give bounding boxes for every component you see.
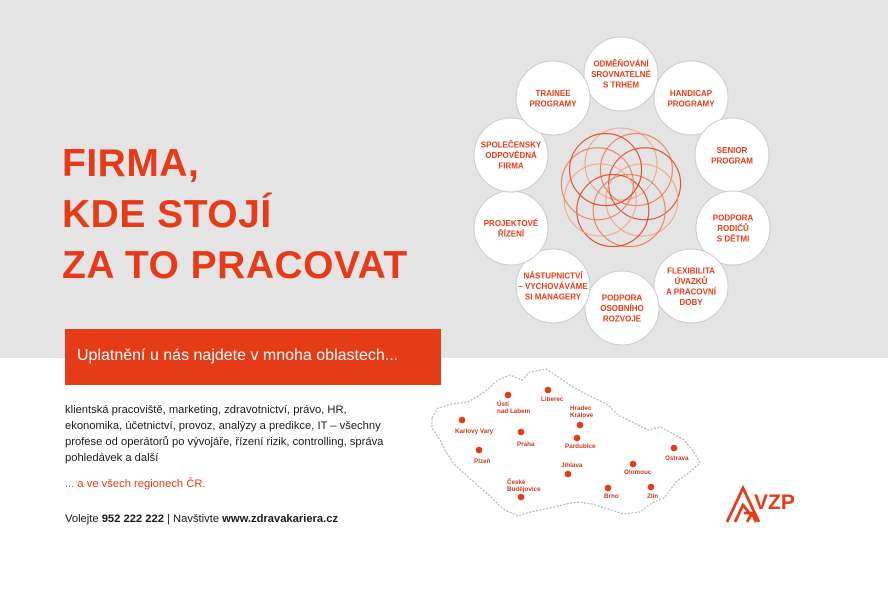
benefit-bubble-circle xyxy=(654,249,728,323)
benefit-label: ODMĚŇOVÁNÍ xyxy=(593,59,649,69)
city-label: Hradec xyxy=(570,405,592,412)
benefit-bubble xyxy=(584,37,658,111)
benefit-label: PODPORA xyxy=(712,213,754,223)
benefit-label: OSOBNÍHO xyxy=(600,304,644,313)
center-rings xyxy=(561,128,680,247)
city-label: Brno xyxy=(604,493,619,500)
benefit-label: PROGRAM xyxy=(711,156,753,166)
benefit-label: HANDICAP xyxy=(669,88,713,98)
contact-separator: | Navštivte xyxy=(163,513,223,525)
benefit-label: SENIOR xyxy=(716,145,748,155)
city-label: Budějovice xyxy=(507,486,541,493)
city-dot xyxy=(648,484,655,491)
benefit-label: NÁSTUPNICTVÍ xyxy=(523,271,583,281)
contact-website-link[interactable]: www.zdravakariera.cz xyxy=(222,513,339,525)
benefit-bubble xyxy=(474,191,548,265)
benefit-label: S TRHEM xyxy=(603,80,639,90)
benefit-label: TRAINEE xyxy=(535,88,571,98)
city-label: Jihlava xyxy=(561,462,583,469)
benefit-label: ROZVOJE xyxy=(602,314,642,324)
benefit-label: A PRACOVNÍ xyxy=(666,287,716,297)
city-label: Ústí xyxy=(497,401,509,408)
job-areas-line-3: profese od operátorů po vývojáře, řízení rizik, controlling, správa xyxy=(65,436,384,448)
contact-call-prefix: Volejte xyxy=(65,513,102,525)
city-dot xyxy=(577,422,584,429)
city-dot xyxy=(605,485,612,492)
headline-line-1: FIRMA, xyxy=(62,142,200,185)
benefit-label: RODIČŮ xyxy=(717,224,749,233)
city-label: Králové xyxy=(570,412,594,419)
benefit-label: ÚVAZKŮ xyxy=(674,276,708,286)
job-areas-text xyxy=(65,402,405,466)
benefit-bubble xyxy=(585,271,659,345)
benefit-label: PODPORA xyxy=(601,293,643,303)
city-dot xyxy=(518,494,525,501)
benefit-label: PROGRAMY xyxy=(667,99,715,109)
city-label: Karlovy Vary xyxy=(455,428,494,435)
vzp-logo-text: VZP xyxy=(754,491,795,514)
city-dot xyxy=(476,447,483,454)
city-dot xyxy=(574,435,581,442)
city-dot xyxy=(459,417,466,424)
city-label: nad Labem xyxy=(497,408,531,415)
benefit-label: S DĚTMI xyxy=(716,234,750,244)
city-dot xyxy=(505,392,512,399)
benefit-bubble xyxy=(516,61,590,135)
job-areas-line-4: pohledávek a další xyxy=(65,452,159,464)
benefit-label: SROVNATELNÉ xyxy=(591,70,651,79)
benefit-label: PROGRAMY xyxy=(529,99,577,109)
benefit-label: FIRMA xyxy=(498,161,524,171)
benefit-label: ŘÍZENÍ xyxy=(497,229,525,239)
benefit-bubble-circle xyxy=(516,61,590,135)
headline-line-3: ZA TO PRACOVAT xyxy=(62,244,408,287)
city-dot xyxy=(518,429,525,436)
city-label: Pardubice xyxy=(565,443,596,450)
headline-line-2: KDE STOJÍ xyxy=(62,193,272,236)
benefit-label: PROJEKTOVÉ xyxy=(483,218,539,228)
benefit-bubble xyxy=(695,118,769,192)
regions-note: ... a ve všech regionech ČR. xyxy=(65,478,206,490)
benefit-label: FLEXIBILITA xyxy=(667,266,715,276)
contact-phone[interactable]: 952 222 222 xyxy=(101,513,164,525)
headline xyxy=(62,138,408,291)
city-dot xyxy=(565,471,572,478)
czech-republic-map xyxy=(426,362,706,524)
benefit-bubble xyxy=(654,249,728,323)
areas-banner-text: Uplatnění u nás najdete v mnoha oblastech... xyxy=(77,347,399,364)
benefit-bubbles xyxy=(474,37,770,345)
job-areas-line-1: klientská pracoviště, marketing, zdravotnictví, právo, HR, xyxy=(65,404,347,416)
city-dot xyxy=(671,445,678,452)
benefits-diagram xyxy=(468,34,754,348)
contact-line xyxy=(65,513,338,525)
areas-banner xyxy=(65,329,441,385)
city-label: Ostrava xyxy=(665,455,689,462)
job-areas-line-2: ekonomika, účetnictví, provoz, analýzy a predikce, IT – všechny xyxy=(65,420,381,432)
city-dot xyxy=(545,387,552,394)
benefit-label: SPOLEČENSKY xyxy=(480,140,542,150)
benefit-label: – VYCHOVÁVÁME xyxy=(518,282,588,291)
benefit-label: DOBY xyxy=(679,297,703,307)
benefit-bubble-circle xyxy=(695,118,769,192)
city-label: Liberec xyxy=(541,396,564,403)
city-label: Zlín xyxy=(647,493,659,500)
benefit-label: SI MANAGERY xyxy=(524,292,582,302)
city-label: Olomouc xyxy=(624,469,652,476)
city-label: Praha xyxy=(517,441,535,448)
benefit-label: ODPOVĚDNÁ xyxy=(485,151,537,160)
city-dot xyxy=(630,461,637,468)
city-label: České xyxy=(507,479,526,486)
city-label: Plzeň xyxy=(474,458,491,465)
benefit-bubble-circle xyxy=(474,191,548,265)
